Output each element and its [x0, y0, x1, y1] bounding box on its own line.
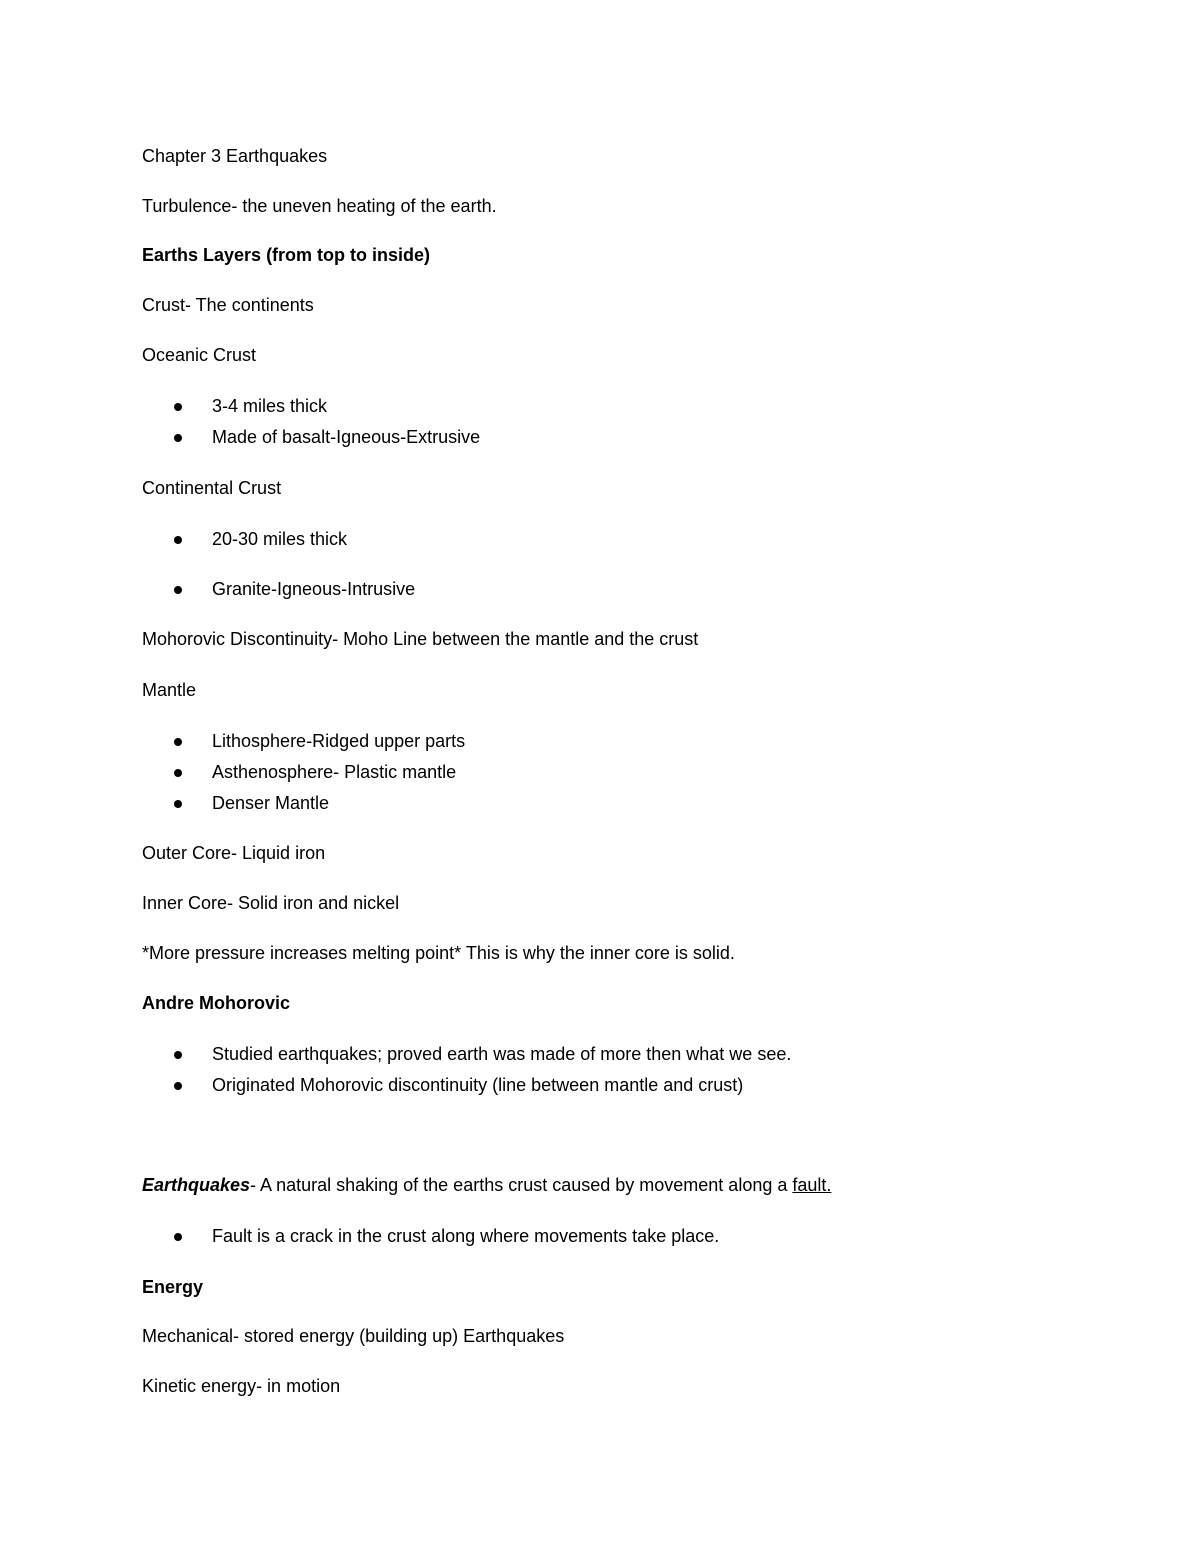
earths-layers-heading: Earths Layers (from top to inside) [142, 245, 431, 265]
bullet-icon [174, 769, 182, 777]
bullet-icon [174, 800, 182, 808]
list-item-text: Made of basalt-Igneous-Extrusive [212, 427, 481, 447]
inner-core-definition: Inner Core- Solid iron and nickel [142, 893, 400, 913]
bullet-icon [174, 434, 182, 442]
kinetic-energy-definition: Kinetic energy- in motion [142, 1376, 341, 1396]
pressure-note: *More pressure increases melting point* This is why the inner core is solid. [142, 943, 735, 963]
bullet-icon [174, 586, 182, 594]
mechanical-energy-definition: Mechanical- stored energy (building up) Earthquakes [142, 1326, 565, 1346]
energy-heading: Energy [142, 1277, 204, 1297]
list-item-text: Lithosphere-Ridged upper parts [212, 731, 466, 751]
list-item-text: Originated Mohorovic discontinuity (line between mantle and crust) [212, 1075, 744, 1095]
list-item-text: 3-4 miles thick [212, 396, 328, 416]
continental-crust-heading: Continental Crust [142, 478, 282, 498]
moho-definition: Mohorovic Discontinuity- Moho Line between the mantle and the crust [142, 629, 699, 649]
list-item-text: Studied earthquakes; proved earth was made of more then what we see. [212, 1044, 792, 1064]
oceanic-crust-heading: Oceanic Crust [142, 345, 257, 365]
list-item-text: Fault is a crack in the crust along where movements take place. [212, 1226, 720, 1246]
chapter-title: Chapter 3 Earthquakes [142, 146, 328, 166]
list-item-text: 20-30 miles thick [212, 529, 348, 549]
turbulence-definition: Turbulence- the uneven heating of the earth. [142, 196, 497, 216]
list-item-text: Denser Mantle [212, 793, 330, 813]
earthquakes-definition-text: - A natural shaking of the earths crust caused by movement along a [250, 1175, 793, 1195]
andre-mohorovic-heading: Andre Mohorovic [142, 993, 291, 1013]
mantle-heading: Mantle [142, 680, 197, 700]
bullet-icon [174, 1082, 182, 1090]
earthquakes-definition [142, 1174, 831, 1196]
crust-definition: Crust- The continents [142, 295, 314, 315]
list-item-text: Granite-Igneous-Intrusive [212, 579, 416, 599]
outer-core-definition: Outer Core- Liquid iron [142, 843, 326, 863]
bullet-icon [174, 1233, 182, 1241]
bullet-icon [174, 403, 182, 411]
earthquakes-term: Earthquakes [142, 1175, 251, 1195]
bullet-icon [174, 1051, 182, 1059]
bullet-icon [174, 536, 182, 544]
fault-term: fault. [792, 1175, 832, 1195]
list-item-text: Asthenosphere- Plastic mantle [212, 762, 457, 782]
bullet-icon [174, 738, 182, 746]
